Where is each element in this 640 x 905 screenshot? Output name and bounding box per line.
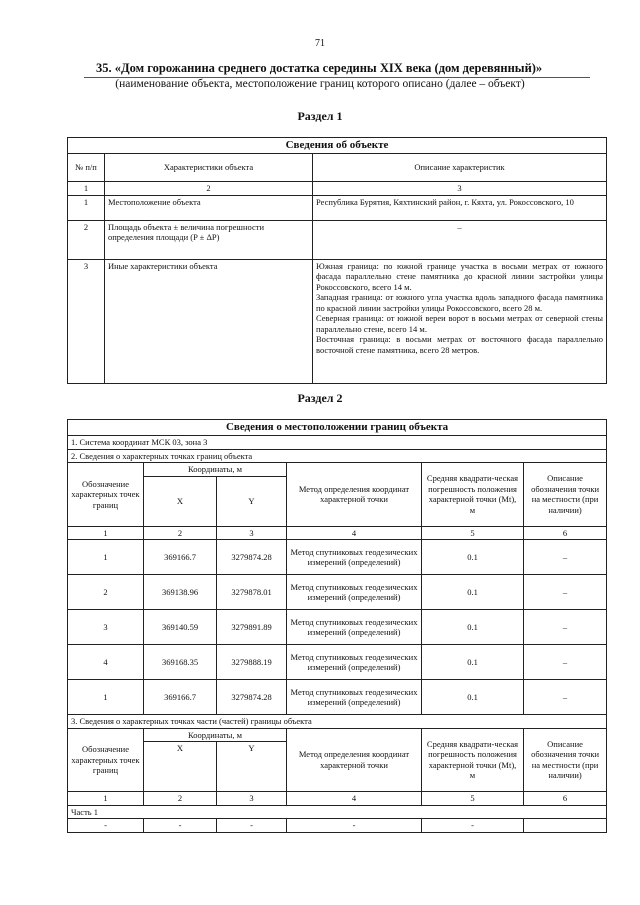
header-y: Y bbox=[217, 476, 287, 526]
table-row bbox=[68, 819, 607, 833]
row-characteristic: Местоположение объекта bbox=[105, 195, 313, 220]
table-row bbox=[68, 645, 607, 680]
header-point: Обозначение характерных точек границ bbox=[68, 728, 144, 792]
col-number: 4 bbox=[287, 792, 422, 806]
part-cell: - bbox=[144, 819, 217, 833]
coord-y: 3279891.89 bbox=[217, 610, 287, 645]
point-id: 3 bbox=[68, 610, 144, 645]
coord-x: 369138.96 bbox=[144, 575, 217, 610]
col-number: 1 bbox=[68, 182, 105, 196]
table-row bbox=[68, 575, 607, 610]
table-row bbox=[68, 680, 607, 715]
header-x: X bbox=[144, 742, 217, 792]
coord-x: 369166.7 bbox=[144, 680, 217, 715]
table-row bbox=[68, 540, 607, 575]
part-cell: - bbox=[422, 819, 524, 833]
section-2-title: Раздел 2 bbox=[297, 391, 343, 405]
col-number: 2 bbox=[144, 526, 217, 540]
row-number: 3 bbox=[68, 259, 105, 383]
header-description: Описание обозначения точки на местности (при наличии) bbox=[524, 463, 607, 527]
object-subheading: (наименование объекта, местоположение границ которого описано (далее – объект) bbox=[115, 78, 525, 90]
point-id: 2 bbox=[68, 575, 144, 610]
coord-y: 3279874.28 bbox=[217, 540, 287, 575]
row-number: 1 bbox=[68, 195, 105, 220]
part-cell bbox=[524, 819, 607, 833]
part-points-heading: 3. Сведения о характерных точках части (частей) границы объекта bbox=[68, 715, 607, 729]
object-info-table bbox=[67, 137, 607, 384]
east-boundary: Восточная граница: в восьми метрах от восточного фасада параллельно восточной стене памятника, всего 28 метров. bbox=[316, 334, 604, 355]
header-error: Средняя квадрати-ческая погрешность положения характерной точки (Mt), м bbox=[422, 463, 524, 527]
header-number: № п/п bbox=[68, 154, 105, 182]
error: 0.1 bbox=[422, 680, 524, 715]
part-label: Часть 1 bbox=[68, 805, 607, 819]
col-number: 5 bbox=[422, 792, 524, 806]
error: 0.1 bbox=[422, 540, 524, 575]
col-number: 1 bbox=[68, 526, 144, 540]
method: Метод спутниковых геодезических измерений (определений) bbox=[287, 680, 422, 715]
error: 0.1 bbox=[422, 610, 524, 645]
header-method: Метод определения координат характерной точки bbox=[287, 728, 422, 792]
table-row bbox=[68, 610, 607, 645]
point-id: 1 bbox=[68, 680, 144, 715]
header-point: Обозначение характерных точек границ bbox=[68, 463, 144, 527]
table-title: Сведения об объекте bbox=[68, 138, 607, 154]
header-y: Y bbox=[217, 742, 287, 792]
col-number: 3 bbox=[217, 526, 287, 540]
point-id: 4 bbox=[68, 645, 144, 680]
col-number: 6 bbox=[524, 526, 607, 540]
point-id: 1 bbox=[68, 540, 144, 575]
row-characteristic: Иные характеристики объекта bbox=[105, 259, 313, 383]
coord-x: 369166.7 bbox=[144, 540, 217, 575]
part-cell: - bbox=[217, 819, 287, 833]
section-1-title: Раздел 1 bbox=[297, 109, 343, 123]
coord-y: 3279878.01 bbox=[217, 575, 287, 610]
method: Метод спутниковых геодезических измерений (определений) bbox=[287, 645, 422, 680]
row-description: – bbox=[313, 220, 607, 259]
south-boundary: Южная граница: по южной границе участка в восьми метрах от южного фасада параллельно стене памятника до красной линии застройки улицы Рокоссовского, всего 14 м. bbox=[316, 260, 604, 292]
coord-y: 3279888.19 bbox=[217, 645, 287, 680]
row-description bbox=[313, 259, 607, 383]
header-characteristic: Характеристики объекта bbox=[105, 154, 313, 182]
method: Метод спутниковых геодезических измерений (определений) bbox=[287, 610, 422, 645]
col-number: 3 bbox=[217, 792, 287, 806]
point-description: – bbox=[524, 575, 607, 610]
header-description: Описание обозначения точки на местности (при наличии) bbox=[524, 728, 607, 792]
coord-x: 369140.59 bbox=[144, 610, 217, 645]
coordinate-system: 1. Система координат МСК 03, зона 3 bbox=[68, 436, 607, 450]
col-number: 2 bbox=[105, 182, 313, 196]
row-description: Республика Бурятия, Кяхтинский район, г. Кяхта, ул. Рокоссовского, 10 bbox=[313, 195, 607, 220]
col-number: 4 bbox=[287, 526, 422, 540]
north-boundary: Северная граница: от южной вереи ворот в восьми метрах от северной стены параллельно стене, всего 14 м. bbox=[316, 313, 604, 334]
point-description: – bbox=[524, 645, 607, 680]
col-number: 1 bbox=[68, 792, 144, 806]
header-x: X bbox=[144, 476, 217, 526]
points-heading: 2. Сведения о характерных точках границ объекта bbox=[68, 449, 607, 463]
header-error: Средняя квадрати-ческая погрешность положения характерной точки (Mt), м bbox=[422, 728, 524, 792]
header-description: Описание характеристик bbox=[313, 154, 607, 182]
coord-x: 369168.35 bbox=[144, 645, 217, 680]
row-number: 2 bbox=[68, 220, 105, 259]
method: Метод спутниковых геодезических измерений (определений) bbox=[287, 540, 422, 575]
method: Метод спутниковых геодезических измерений (определений) bbox=[287, 575, 422, 610]
col-number: 5 bbox=[422, 526, 524, 540]
error: 0.1 bbox=[422, 575, 524, 610]
col-number: 3 bbox=[313, 182, 607, 196]
header-coordinates: Координаты, м bbox=[144, 728, 287, 742]
part-cell: - bbox=[287, 819, 422, 833]
table-row bbox=[68, 195, 607, 220]
point-description: – bbox=[524, 680, 607, 715]
point-description: – bbox=[524, 540, 607, 575]
row-characteristic: Площадь объекта ± величина погрешности определения площади (P ± ΔP) bbox=[105, 220, 313, 259]
header-coordinates: Координаты, м bbox=[144, 463, 287, 477]
point-description: – bbox=[524, 610, 607, 645]
col-number: 6 bbox=[524, 792, 607, 806]
table-title: Сведения о местоположении границ объекта bbox=[68, 420, 607, 436]
table-row bbox=[68, 220, 607, 259]
page-number: 71 bbox=[315, 38, 325, 49]
col-number: 2 bbox=[144, 792, 217, 806]
coord-y: 3279874.28 bbox=[217, 680, 287, 715]
table-row bbox=[68, 259, 607, 383]
part-cell: - bbox=[68, 819, 144, 833]
boundary-table bbox=[67, 419, 607, 833]
object-heading: 35. «Дом горожанина среднего достатка середины XIX века (дом деревянный)» bbox=[96, 61, 543, 75]
west-boundary: Западная граница: от южного угла участка вдоль западного фасада памятника по красной линии застройки улицы Рокоссовского, всего 28 м. bbox=[316, 292, 604, 313]
header-method: Метод определения координат характерной точки bbox=[287, 463, 422, 527]
error: 0.1 bbox=[422, 645, 524, 680]
